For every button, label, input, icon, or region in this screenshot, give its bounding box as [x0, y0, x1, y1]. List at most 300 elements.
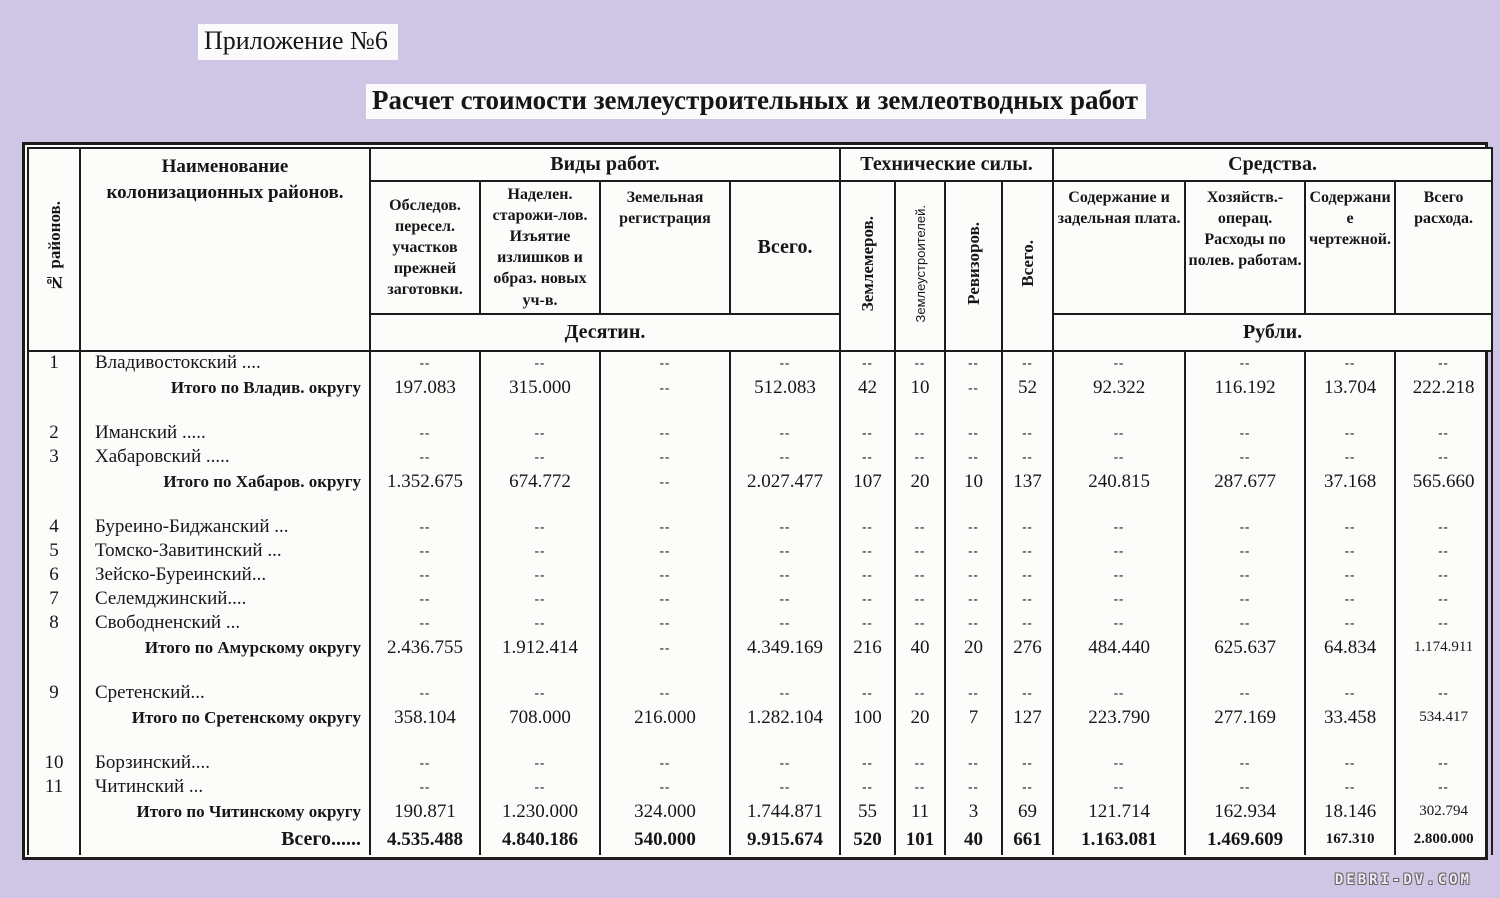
- cell-value: --: [370, 681, 480, 705]
- cell-value: --: [730, 421, 840, 445]
- header-unit-desyatin: Десятин.: [370, 314, 840, 351]
- cell-district-number: 1: [28, 351, 80, 375]
- cell-value: --: [895, 775, 945, 799]
- cell-value: 1.163.081: [1053, 825, 1185, 855]
- header-funds-operational: Хозяйств.-операц. Расходы по полев. работам.: [1185, 181, 1305, 314]
- cell-value: 18.146: [1305, 799, 1395, 825]
- cell-value: --: [895, 445, 945, 469]
- cell-value: [945, 495, 1002, 515]
- cell-district-number: [28, 825, 80, 855]
- cell-value: 11: [895, 799, 945, 825]
- cell-district-number: [28, 731, 80, 751]
- header-funds-drafting: Содержание чертежной.: [1305, 181, 1395, 314]
- cell-value: 127: [1002, 705, 1053, 731]
- cell-value: --: [1053, 775, 1185, 799]
- cell-value: --: [1395, 351, 1492, 375]
- cell-value: --: [895, 563, 945, 587]
- cell-district-number: 3: [28, 445, 80, 469]
- cell-value: 222.218: [1395, 375, 1492, 401]
- cell-value: --: [1185, 681, 1305, 705]
- table-row: [28, 469, 1492, 495]
- cell-value: --: [480, 539, 600, 563]
- cell-value: 37.168: [1305, 469, 1395, 495]
- cell-district-name: [80, 731, 370, 751]
- cell-value: [945, 661, 1002, 681]
- cell-value: 10: [895, 375, 945, 401]
- cell-value: 52: [1002, 375, 1053, 401]
- cell-value: [1053, 401, 1185, 421]
- cell-value: --: [600, 515, 730, 539]
- cell-value: 216.000: [600, 705, 730, 731]
- table-row: [28, 705, 1492, 731]
- cell-value: --: [945, 351, 1002, 375]
- cell-value: [1305, 661, 1395, 681]
- cell-value: --: [480, 751, 600, 775]
- cell-value: 540.000: [600, 825, 730, 855]
- cell-district-name: Иманский .....: [80, 421, 370, 445]
- cell-value: --: [1305, 611, 1395, 635]
- cell-value: [370, 401, 480, 421]
- cell-value: --: [1053, 751, 1185, 775]
- watermark: DEBRI-DV.COM: [1334, 872, 1472, 888]
- cell-value: --: [1305, 587, 1395, 611]
- cell-value: --: [945, 751, 1002, 775]
- cell-value: 565.660: [1395, 469, 1492, 495]
- cell-value: --: [1053, 587, 1185, 611]
- cell-value: --: [945, 539, 1002, 563]
- cell-value: --: [480, 611, 600, 635]
- cell-value: --: [945, 445, 1002, 469]
- header-unit-rubles: Рубли.: [1053, 314, 1492, 351]
- cell-value: [1305, 731, 1395, 751]
- cell-value: --: [1002, 611, 1053, 635]
- cell-value: 276: [1002, 635, 1053, 661]
- cell-value: 223.790: [1053, 705, 1185, 731]
- cell-value: --: [370, 587, 480, 611]
- cell-value: --: [730, 611, 840, 635]
- cell-district-name: [80, 661, 370, 681]
- spacer-row: [28, 495, 1492, 515]
- table-row: [28, 587, 1492, 611]
- table-row: [28, 351, 1492, 375]
- cell-value: 107: [840, 469, 895, 495]
- cell-value: --: [895, 515, 945, 539]
- cell-district-name: [80, 495, 370, 515]
- header-tech-surveyors: Землемеров.: [840, 181, 895, 351]
- appendix-label: Приложение №6: [198, 24, 398, 60]
- cell-value: --: [840, 421, 895, 445]
- table-row: [28, 445, 1492, 469]
- cell-value: [480, 661, 600, 681]
- table-row: [28, 635, 1492, 661]
- spacer-row: [28, 401, 1492, 421]
- cell-value: --: [1395, 539, 1492, 563]
- cell-district-number: 7: [28, 587, 80, 611]
- header-funds-wages: Содержание и задельная плата.: [1053, 181, 1185, 314]
- cost-table-grid: [27, 147, 1493, 855]
- cell-district-number: 9: [28, 681, 80, 705]
- cell-value: [1053, 495, 1185, 515]
- cell-value: --: [600, 421, 730, 445]
- cell-district-name: Итого по Амурскому округу: [80, 635, 370, 661]
- cell-district-number: [28, 495, 80, 515]
- cell-value: [1053, 661, 1185, 681]
- cell-value: --: [895, 539, 945, 563]
- cell-district-name: Буреино-Биджанский ...: [80, 515, 370, 539]
- cell-value: --: [480, 515, 600, 539]
- table-row: [28, 563, 1492, 587]
- cell-value: --: [370, 775, 480, 799]
- cell-value: --: [1053, 515, 1185, 539]
- cell-district-name: Итого по Владив. округу: [80, 375, 370, 401]
- table-row: [28, 799, 1492, 825]
- cell-value: --: [945, 563, 1002, 587]
- cell-value: --: [1185, 421, 1305, 445]
- cell-value: --: [600, 539, 730, 563]
- cell-value: 2.436.755: [370, 635, 480, 661]
- cell-value: --: [945, 681, 1002, 705]
- cell-value: [730, 731, 840, 751]
- cell-value: --: [600, 635, 730, 661]
- cell-value: --: [1002, 751, 1053, 775]
- cell-value: 40: [945, 825, 1002, 855]
- table-row: [28, 611, 1492, 635]
- cell-value: 4.349.169: [730, 635, 840, 661]
- cell-value: --: [1395, 445, 1492, 469]
- cell-value: --: [1305, 539, 1395, 563]
- cell-value: 277.169: [1185, 705, 1305, 731]
- cell-district-number: [28, 469, 80, 495]
- cell-value: --: [730, 563, 840, 587]
- cell-value: --: [1395, 681, 1492, 705]
- cell-value: 1.469.609: [1185, 825, 1305, 855]
- cell-value: --: [1305, 421, 1395, 445]
- cell-value: --: [1395, 611, 1492, 635]
- cell-value: --: [480, 587, 600, 611]
- cell-value: --: [730, 539, 840, 563]
- cell-value: --: [895, 587, 945, 611]
- cell-value: 534.417: [1395, 705, 1492, 731]
- cell-value: [895, 401, 945, 421]
- cell-district-name: Селемджинский....: [80, 587, 370, 611]
- cell-value: --: [370, 445, 480, 469]
- cell-value: --: [480, 563, 600, 587]
- cell-value: 240.815: [1053, 469, 1185, 495]
- table-row: [28, 421, 1492, 445]
- table-row: [28, 775, 1492, 799]
- cell-value: [1185, 401, 1305, 421]
- page-title: Расчет стоимости землеустроительных и землеотводных работ: [366, 84, 1146, 119]
- cell-value: 324.000: [600, 799, 730, 825]
- cell-value: 100: [840, 705, 895, 731]
- cell-value: --: [1305, 775, 1395, 799]
- cell-value: --: [840, 587, 895, 611]
- cell-value: [895, 731, 945, 751]
- cell-value: 216: [840, 635, 895, 661]
- header-works-registration: Земельная регистрация: [600, 181, 730, 314]
- cell-value: [370, 661, 480, 681]
- cell-value: --: [1002, 539, 1053, 563]
- cell-value: 4.840.186: [480, 825, 600, 855]
- cost-table: [22, 142, 1488, 860]
- cell-district-name: Борзинский....: [80, 751, 370, 775]
- cell-value: --: [1185, 587, 1305, 611]
- cell-value: --: [1053, 351, 1185, 375]
- cell-value: --: [1395, 587, 1492, 611]
- cell-value: [1395, 401, 1492, 421]
- cell-value: [730, 661, 840, 681]
- header-works-total: Всего.: [730, 181, 840, 314]
- cell-value: --: [840, 775, 895, 799]
- cell-district-number: 8: [28, 611, 80, 635]
- cell-value: [600, 731, 730, 751]
- cell-district-name: Итого по Сретенскому округу: [80, 705, 370, 731]
- table-header: [28, 148, 1492, 351]
- cell-value: --: [1185, 351, 1305, 375]
- cell-value: --: [840, 515, 895, 539]
- cell-value: [1395, 495, 1492, 515]
- header-group-tech: Технические силы.: [840, 148, 1053, 181]
- cell-value: --: [1002, 515, 1053, 539]
- cell-district-number: [28, 705, 80, 731]
- cell-value: --: [370, 539, 480, 563]
- cell-value: 20: [895, 469, 945, 495]
- cell-value: [1305, 401, 1395, 421]
- cell-value: --: [1002, 775, 1053, 799]
- cell-value: --: [1395, 515, 1492, 539]
- cell-value: [600, 401, 730, 421]
- spacer-row: [28, 661, 1492, 681]
- cell-value: 708.000: [480, 705, 600, 731]
- cell-value: 315.000: [480, 375, 600, 401]
- cell-value: --: [895, 421, 945, 445]
- cell-value: --: [1185, 445, 1305, 469]
- cell-value: 661: [1002, 825, 1053, 855]
- cell-value: --: [480, 775, 600, 799]
- cell-value: [480, 401, 600, 421]
- cell-value: --: [370, 611, 480, 635]
- header-group-works: Виды работ.: [370, 148, 840, 181]
- cell-value: --: [370, 563, 480, 587]
- cell-value: 1.912.414: [480, 635, 600, 661]
- cell-value: 9.915.674: [730, 825, 840, 855]
- cell-value: [480, 731, 600, 751]
- cell-value: 287.677: [1185, 469, 1305, 495]
- cell-district-name: Хабаровский .....: [80, 445, 370, 469]
- cell-value: [895, 661, 945, 681]
- table-row: [28, 515, 1492, 539]
- cell-value: --: [480, 445, 600, 469]
- cell-value: 33.458: [1305, 705, 1395, 731]
- header-works-allotment: Наделен. старожи-лов. Изъятие излишков и образ. новых уч-в.: [480, 181, 600, 314]
- header-tech-inspectors: Ревизоров.: [945, 181, 1002, 351]
- cell-value: --: [1053, 681, 1185, 705]
- cell-value: --: [600, 563, 730, 587]
- cell-value: 92.322: [1053, 375, 1185, 401]
- cell-value: [370, 495, 480, 515]
- cell-district-name: Томско-Завитинский ...: [80, 539, 370, 563]
- cell-value: 190.871: [370, 799, 480, 825]
- cell-value: 197.083: [370, 375, 480, 401]
- cell-value: [1185, 661, 1305, 681]
- cell-district-number: 11: [28, 775, 80, 799]
- cell-value: 167.310: [1305, 825, 1395, 855]
- cell-value: --: [945, 611, 1002, 635]
- cell-district-name: Итого по Читинскому округу: [80, 799, 370, 825]
- cell-value: [1305, 495, 1395, 515]
- cell-value: --: [1185, 539, 1305, 563]
- cell-value: [370, 731, 480, 751]
- cell-value: 121.714: [1053, 799, 1185, 825]
- cell-value: 625.637: [1185, 635, 1305, 661]
- cell-value: [1395, 661, 1492, 681]
- cell-value: --: [1395, 421, 1492, 445]
- cell-value: --: [945, 421, 1002, 445]
- cell-value: 137: [1002, 469, 1053, 495]
- cell-value: 1.744.871: [730, 799, 840, 825]
- cell-value: --: [1395, 751, 1492, 775]
- cell-value: --: [370, 351, 480, 375]
- cell-value: 484.440: [1053, 635, 1185, 661]
- cell-district-number: 10: [28, 751, 80, 775]
- cell-value: --: [1002, 445, 1053, 469]
- cell-value: --: [370, 751, 480, 775]
- cell-value: --: [600, 469, 730, 495]
- cell-value: --: [840, 751, 895, 775]
- cell-value: 3: [945, 799, 1002, 825]
- cell-value: --: [370, 515, 480, 539]
- spacer-row: [28, 731, 1492, 751]
- cell-value: --: [1053, 611, 1185, 635]
- cell-value: [1002, 401, 1053, 421]
- cell-value: [840, 401, 895, 421]
- cell-value: --: [840, 611, 895, 635]
- cell-district-number: [28, 661, 80, 681]
- cell-value: [945, 401, 1002, 421]
- table-row: [28, 375, 1492, 401]
- cell-value: 1.230.000: [480, 799, 600, 825]
- cell-value: 13.704: [1305, 375, 1395, 401]
- cell-value: 1.282.104: [730, 705, 840, 731]
- cell-value: --: [840, 445, 895, 469]
- cell-value: --: [1053, 539, 1185, 563]
- cell-value: 520: [840, 825, 895, 855]
- header-district-number: № районов.: [28, 148, 80, 351]
- cell-value: [945, 731, 1002, 751]
- cell-value: --: [1002, 351, 1053, 375]
- cell-value: 69: [1002, 799, 1053, 825]
- cell-value: [730, 401, 840, 421]
- cell-district-number: [28, 401, 80, 421]
- cell-value: --: [1305, 515, 1395, 539]
- cell-value: --: [1185, 775, 1305, 799]
- table-body: [28, 351, 1492, 855]
- cell-value: 42: [840, 375, 895, 401]
- cell-district-name: [80, 401, 370, 421]
- cell-value: --: [1002, 563, 1053, 587]
- cell-value: 1.352.675: [370, 469, 480, 495]
- cell-value: 358.104: [370, 705, 480, 731]
- cell-value: [1002, 731, 1053, 751]
- cell-value: --: [730, 587, 840, 611]
- cell-value: 40: [895, 635, 945, 661]
- table-row: [28, 539, 1492, 563]
- cell-value: [1053, 731, 1185, 751]
- cell-value: [840, 661, 895, 681]
- cell-value: --: [1305, 751, 1395, 775]
- header-funds-total-expense: Всего расхода.: [1395, 181, 1492, 314]
- cell-value: 20: [945, 635, 1002, 661]
- cell-district-name: Итого по Хабаров. округу: [80, 469, 370, 495]
- header-tech-landplanners: Землеустроителей.: [895, 181, 945, 351]
- cell-value: --: [730, 681, 840, 705]
- table-row: [28, 751, 1492, 775]
- cell-district-number: 2: [28, 421, 80, 445]
- cell-value: 55: [840, 799, 895, 825]
- header-group-funds: Средства.: [1053, 148, 1492, 181]
- cell-value: --: [480, 351, 600, 375]
- cell-district-name: Сретенский...: [80, 681, 370, 705]
- cell-value: [1002, 495, 1053, 515]
- cell-value: 116.192: [1185, 375, 1305, 401]
- cell-value: --: [945, 587, 1002, 611]
- cell-value: [730, 495, 840, 515]
- cell-value: --: [1002, 681, 1053, 705]
- cell-value: 2.027.477: [730, 469, 840, 495]
- cell-value: 2.800.000: [1395, 825, 1492, 855]
- cell-value: --: [480, 421, 600, 445]
- cell-value: 10: [945, 469, 1002, 495]
- cell-value: --: [1305, 445, 1395, 469]
- cell-value: [840, 495, 895, 515]
- cell-value: [1185, 731, 1305, 751]
- cell-value: --: [600, 611, 730, 635]
- cell-value: --: [1053, 563, 1185, 587]
- cell-district-name: Всего......: [80, 825, 370, 855]
- cell-district-number: 5: [28, 539, 80, 563]
- cell-district-name: Свободненский ...: [80, 611, 370, 635]
- cell-value: --: [895, 611, 945, 635]
- cell-value: --: [895, 351, 945, 375]
- cell-value: [600, 495, 730, 515]
- cell-value: [1002, 661, 1053, 681]
- cell-value: 162.934: [1185, 799, 1305, 825]
- cell-value: --: [1185, 563, 1305, 587]
- cell-district-number: 4: [28, 515, 80, 539]
- cell-value: --: [1053, 445, 1185, 469]
- cell-value: [895, 495, 945, 515]
- cell-value: 7: [945, 705, 1002, 731]
- cell-value: [1185, 495, 1305, 515]
- cell-value: --: [1185, 751, 1305, 775]
- cell-value: --: [1002, 587, 1053, 611]
- table-row: [28, 825, 1492, 855]
- cell-value: [480, 495, 600, 515]
- header-works-survey: Обследов. пересел. участков прежней заготовки.: [370, 181, 480, 314]
- cell-value: --: [600, 445, 730, 469]
- cell-district-name: Читинский ...: [80, 775, 370, 799]
- cell-value: 512.083: [730, 375, 840, 401]
- cell-value: --: [1185, 611, 1305, 635]
- cell-value: --: [945, 375, 1002, 401]
- cell-value: --: [840, 563, 895, 587]
- cell-value: --: [1305, 351, 1395, 375]
- cell-value: --: [1305, 563, 1395, 587]
- cell-value: --: [1395, 563, 1492, 587]
- cell-value: 64.834: [1305, 635, 1395, 661]
- cell-value: --: [730, 751, 840, 775]
- cell-value: --: [600, 681, 730, 705]
